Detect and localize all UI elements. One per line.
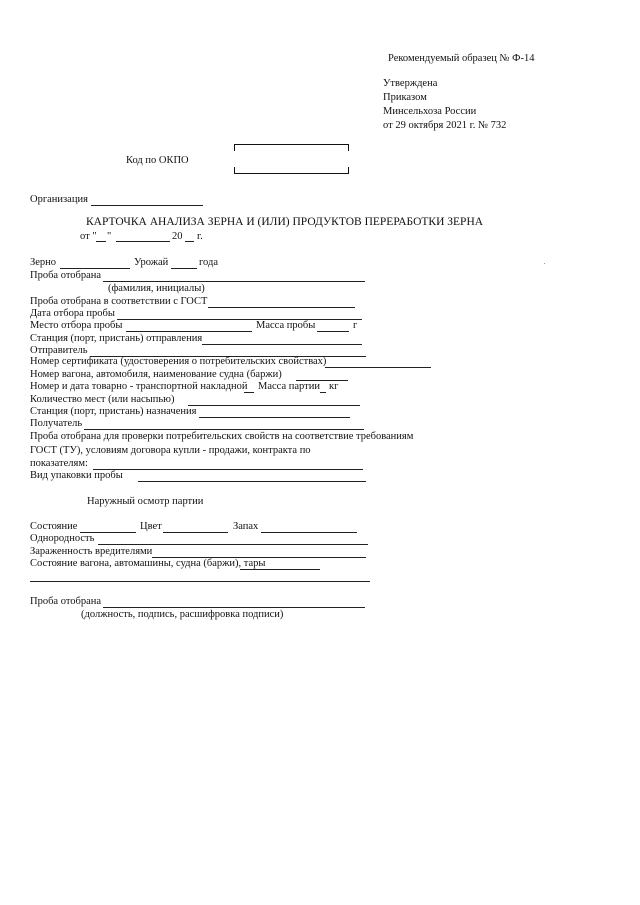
gost-label: Проба отобрана в соответствии с ГОСТ — [30, 296, 208, 307]
packaging-label: Вид упаковки пробы — [30, 470, 123, 481]
organization-field[interactable] — [91, 205, 203, 206]
sample-taken-field[interactable] — [103, 281, 365, 282]
signature-hint: (должность, подпись, расшифровка подписи) — [81, 609, 284, 620]
sample-place-label: Место отбора пробы — [30, 320, 123, 331]
title-day-field[interactable] — [96, 241, 106, 242]
lot-mass-field[interactable] — [320, 392, 326, 393]
title-date-year: 20 — [172, 231, 183, 242]
sample-number: Рекомендуемый образец № Ф-14 — [388, 53, 535, 64]
smell-label: Запах — [233, 521, 259, 532]
okpo-label: Код по ОКПО — [126, 155, 189, 166]
indicators-field[interactable] — [93, 469, 363, 470]
vehicle-label: Номер вагона, автомобиля, наименование судна (баржи) — [30, 369, 282, 380]
sample-date-label: Дата отбора пробы — [30, 308, 115, 319]
gost-field[interactable] — [208, 307, 355, 308]
order-label: Приказом — [383, 92, 427, 103]
harvest-label: Урожай — [134, 257, 169, 268]
places-field[interactable] — [188, 405, 360, 406]
packaging-field[interactable] — [138, 481, 366, 482]
departure-station-field[interactable] — [202, 344, 362, 345]
sample-taken-label: Проба отобрана — [30, 270, 102, 281]
title-date-prefix: от " — [80, 231, 97, 242]
harvest-year-field[interactable] — [171, 268, 197, 269]
pests-label: Зараженность вредителями — [30, 546, 153, 557]
scan-speck — [544, 263, 545, 264]
page-title: КАРТОЧКА АНАЛИЗА ЗЕРНА И (ИЛИ) ПРОДУКТОВ ПЕРЕРАБОТКИ ЗЕРНА — [86, 216, 484, 228]
dest-station-field[interactable] — [199, 417, 350, 418]
kg-unit: кг — [329, 381, 339, 392]
certificate-field[interactable] — [325, 367, 431, 368]
order-date: от 29 октября 2021 г. № 732 — [383, 120, 507, 131]
waybill-label: Номер и дата товарно - транспортной накладной — [30, 381, 248, 392]
okpo-code-field[interactable] — [234, 144, 349, 174]
grain-field[interactable] — [60, 268, 130, 269]
year-label: года — [199, 257, 218, 268]
grain-label: Зерно — [30, 257, 57, 268]
title-date-suffix: г. — [197, 231, 203, 242]
uniformity-field[interactable] — [98, 544, 368, 545]
inspection-heading: Наружный осмотр партии — [87, 496, 204, 507]
sender-label: Отправитель — [30, 345, 88, 356]
purpose-line-1: Проба отобрана для проверки потребительских свойств на соответствие требованиям — [30, 431, 414, 442]
receiver-field[interactable] — [84, 429, 364, 430]
smell-field[interactable] — [261, 532, 357, 533]
lot-mass-label: Масса партии — [258, 381, 320, 392]
grams-unit: г — [353, 320, 358, 331]
waybill-field[interactable] — [244, 392, 254, 393]
transport-state-label: Состояние вагона, автомашины, судна (баржи), тары — [30, 558, 266, 569]
sample-place-field[interactable] — [126, 331, 252, 332]
sample-mass-field[interactable] — [317, 331, 349, 332]
ministry-label: Минсельхоза России — [383, 106, 477, 117]
transport-state-field[interactable] — [240, 569, 320, 570]
approved-label: Утверждена — [383, 78, 438, 89]
footer-signature-field[interactable] — [103, 607, 365, 608]
sample-mass-label: Масса пробы — [256, 320, 316, 331]
title-year-field[interactable] — [185, 241, 194, 242]
condition-label: Состояние — [30, 521, 78, 532]
sample-date-field[interactable] — [117, 319, 362, 320]
name-hint: (фамилия, инициалы) — [108, 283, 205, 294]
uniformity-label: Однородность — [30, 533, 95, 544]
purpose-line-2: ГОСТ (ТУ), условиям договора купли - продажи, контракта по — [30, 445, 311, 456]
footer-sample-taken-label: Проба отобрана — [30, 596, 102, 607]
receiver-label: Получатель — [30, 418, 83, 429]
title-month-field[interactable] — [116, 241, 170, 242]
transport-state-field-continued[interactable] — [30, 581, 370, 582]
certificate-label: Номер сертификата (удостоверения о потребительских свойствах) — [30, 356, 327, 367]
organization-label: Организация — [30, 194, 88, 205]
indicators-label: показателям: — [30, 458, 88, 469]
places-label: Количество мест (или насыпью) — [30, 394, 175, 405]
departure-station-label: Станция (порт, пристань) отправления — [30, 333, 203, 344]
dest-station-label: Станция (порт, пристань) назначения — [30, 406, 197, 417]
color-label: Цвет — [140, 521, 162, 532]
color-field[interactable] — [163, 532, 228, 533]
title-date-mid: " — [107, 231, 112, 242]
